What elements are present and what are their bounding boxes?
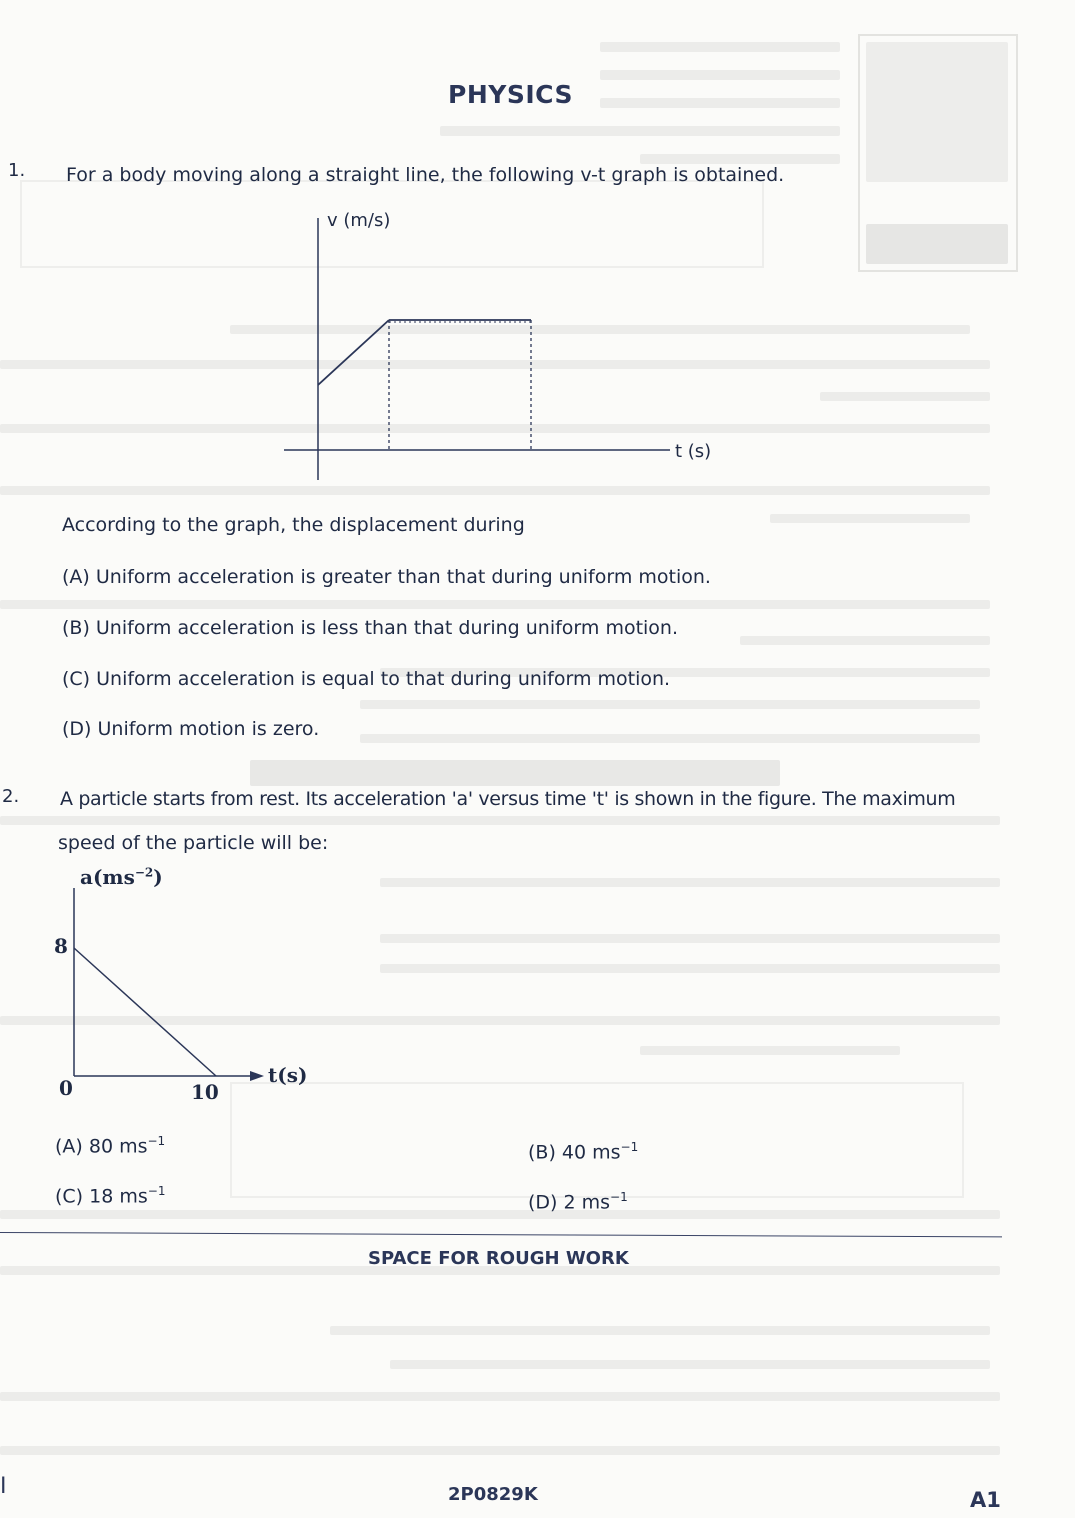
rough-work-label: SPACE FOR ROUGH WORK (368, 1248, 629, 1269)
question-2-option-c[interactable]: (C) 18 $ms^{-1}$ (55, 1184, 166, 1208)
vt-graph-x-axis-label: t (s) (675, 441, 712, 462)
question-2-option-d[interactable]: (D) 2 $ms^{-1}$ (528, 1190, 628, 1214)
question-1-prompt: According to the graph, the displacement during (62, 514, 525, 536)
question-1-text: For a body moving along a straight line, the following v-t graph is obtained. (66, 164, 785, 186)
question-1-option-b[interactable]: (B) Uniform acceleration is less than that during uniform motion. (62, 617, 679, 639)
page-title: PHYSICS (448, 80, 573, 109)
vt-segment-1 (318, 320, 389, 385)
question-2-option-b[interactable]: (B) 40 $ms^{-1}$ (528, 1140, 639, 1164)
at-graph-origin-label: 0 (59, 1076, 73, 1100)
paper-code: 2P0829K (448, 1484, 538, 1505)
at-graph-x-axis-label: t(s) (268, 1063, 308, 1087)
vt-graph (270, 200, 730, 490)
question-1-option-a[interactable]: (A) Uniform acceleration is greater than that during uniform motion. (62, 566, 711, 588)
at-graph-y-axis-label: $a(ms^{-2})$ (80, 865, 163, 889)
page-number: I (0, 1474, 7, 1499)
question-2-option-a[interactable]: (A) 80 $ms^{-1}$ (55, 1134, 166, 1158)
question-2-number: 2. (2, 786, 20, 807)
at-graph-x-tick-10: 10 (191, 1080, 219, 1104)
question-1-option-c[interactable]: (C) Uniform acceleration is equal to that during uniform motion. (62, 668, 671, 690)
question-1-option-d[interactable]: (D) Uniform motion is zero. (62, 718, 320, 740)
at-line-segment (74, 948, 216, 1076)
at-graph-y-tick-8: 8 (54, 934, 68, 958)
at-graph (50, 870, 280, 1100)
vt-graph-y-axis-label: v (m/s) (327, 210, 391, 231)
question-2-text-line-2: speed of the particle will be: (58, 832, 329, 854)
question-2-text-line-1: A particle starts from rest. Its acceleration 'a' versus time 't' is shown in the figure. The maximum (60, 788, 956, 810)
at-x-axis-arrowhead (250, 1071, 264, 1081)
question-1-number: 1. (8, 160, 26, 181)
rough-work-divider (0, 1232, 1002, 1237)
paper-set: A1 (970, 1488, 1001, 1512)
